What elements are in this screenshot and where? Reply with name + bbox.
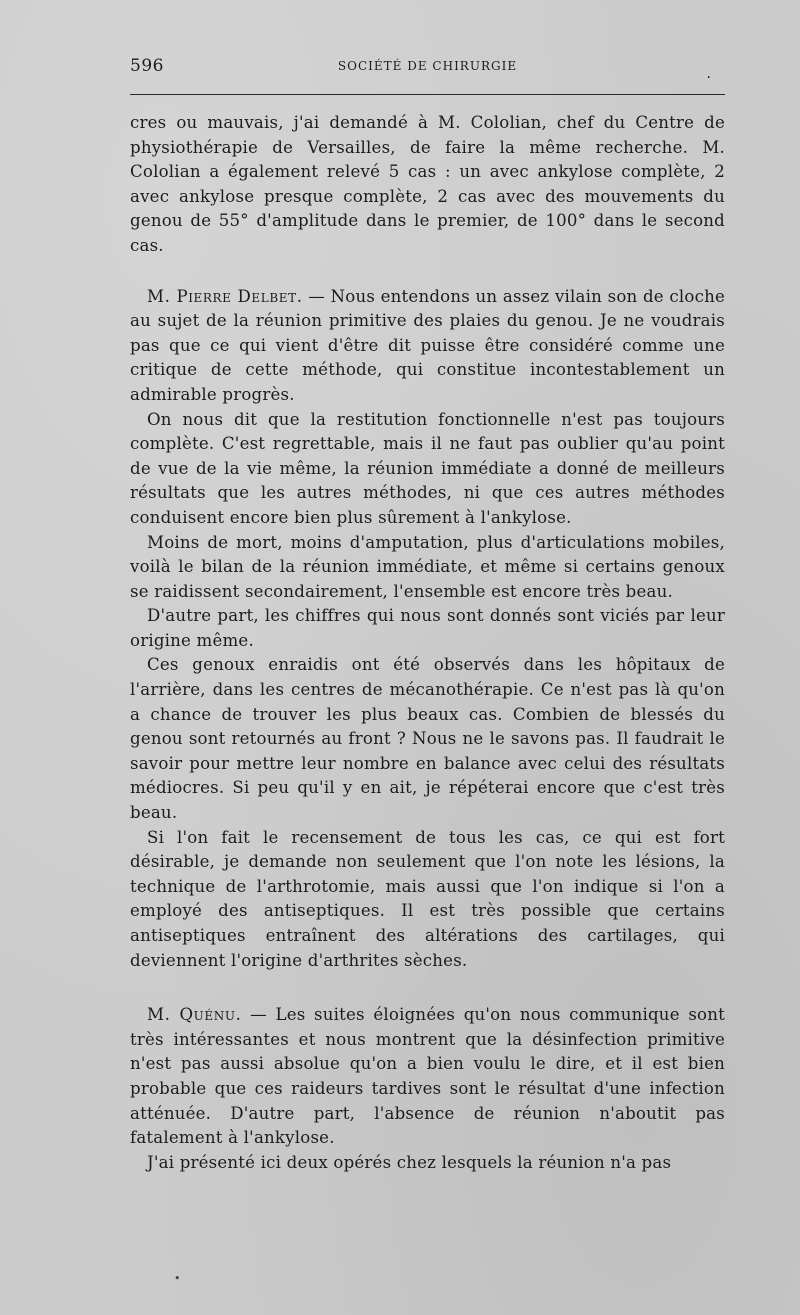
- print-mark: •: [174, 1272, 181, 1285]
- paragraph: [130, 604, 725, 653]
- paragraph-text: Ces genoux enraidis ont été observés dans les hôpitaux de l'arrière, dans les centres de mécanothérapie. Ce n'est pas là qu'on a chance de trouver les plus beaux cas. Combien de blessés du genou sont retournés au front ? Nous ne le savons pas. Il faudrait le savoir pour mettre leur nombre en balance avec celui des résultats médiocres. Si peu qu'il y en ait, je répéterai encore que c'est très beau.: [130, 655, 725, 823]
- paragraph: [130, 826, 725, 974]
- paragraph: [130, 531, 725, 605]
- paragraph-text: — Les suites éloignées qu'on nous communique sont très intéressantes et nous montrent que la désinfection primitive n'est pas aussi absolue qu'on a bien voulu le dire, et il est bien probable que ces raideurs tardives sont le résultat d'une infection atténuée. D'autre part, l'absence de réunion n'aboutit pas fatalement à l'ankylose.: [130, 1005, 725, 1148]
- page-number: 596: [130, 56, 164, 76]
- paragraph-delbet: [130, 285, 725, 408]
- header-rule: [130, 94, 725, 95]
- paragraph-text: cres ou mauvais, j'ai demandé à M. Cololian, chef du Centre de physiothérapie de Versailles, de faire la même recherche. M. Cololian a également relevé 5 cas : un avec ankylose complète, 2 avec ankylose presque complète, 2 cas avec des mouvements du genou de 55° d'amplitude dans le premier, de 100° dans le second cas.: [130, 113, 725, 255]
- running-head: SOCIÉTÉ DE CHIRURGIE: [337, 59, 518, 73]
- paragraph-text: J'ai présenté ici deux opérés chez lesquels la réunion n'a pas: [147, 1152, 672, 1172]
- paragraph: [130, 1151, 725, 1176]
- paragraph-quenu: [130, 1003, 725, 1151]
- paragraph: [130, 653, 725, 825]
- paragraph-text: Moins de mort, moins d'amputation, plus d'articulations mobiles, voilà le bilan de la réunion immédiate, et même si certains genoux se raidissent secondairement, l'ensemble est encore très beau.: [130, 532, 725, 601]
- page-header: [130, 56, 725, 80]
- paragraph: [130, 408, 725, 531]
- paragraph-text: On nous dit que la restitution fonctionnelle n'est pas toujours complète. C'est regrettable, mais il ne faut pas oublier qu'au point de vue de la vie même, la réunion immédiate a donné de meilleurs résultats que les autres méthodes, ni que ces autres méthodes conduisent encore bien plus sûrement à l'ankylose.: [130, 409, 725, 527]
- speaker-name: M. Quénu.: [147, 1005, 242, 1025]
- paragraph-text: Si l'on fait le recensement de tous les cas, ce qui est fort désirable, je demande non seulement que l'on note les lésions, la technique de l'arthrotomie, mais aussi que l'on indique si l'on a employé des antiseptiques. Il est très possible que certains antiseptiques entraînent des altérations des cartilages, qui deviennent l'origine d'arthrites sèches.: [130, 827, 725, 970]
- paragraph-text: — Nous entendons un assez vilain son de cloche au sujet de la réunion primitive des plaies du genou. Je ne voudrais pas que ce qui vient d'être dit puisse être considéré comme une critique de cette méthode, qui constitue incontestablement un admirable progrès.: [130, 286, 725, 404]
- paragraph-text: D'autre part, les chiffres qui nous sont donnés sont viciés par leur origine même.: [130, 606, 725, 650]
- speaker-name: M. Pierre Delbet.: [147, 286, 303, 306]
- paragraph-continuation: [130, 111, 725, 259]
- body-text: [130, 111, 725, 1175]
- header-dot: .: [706, 66, 711, 82]
